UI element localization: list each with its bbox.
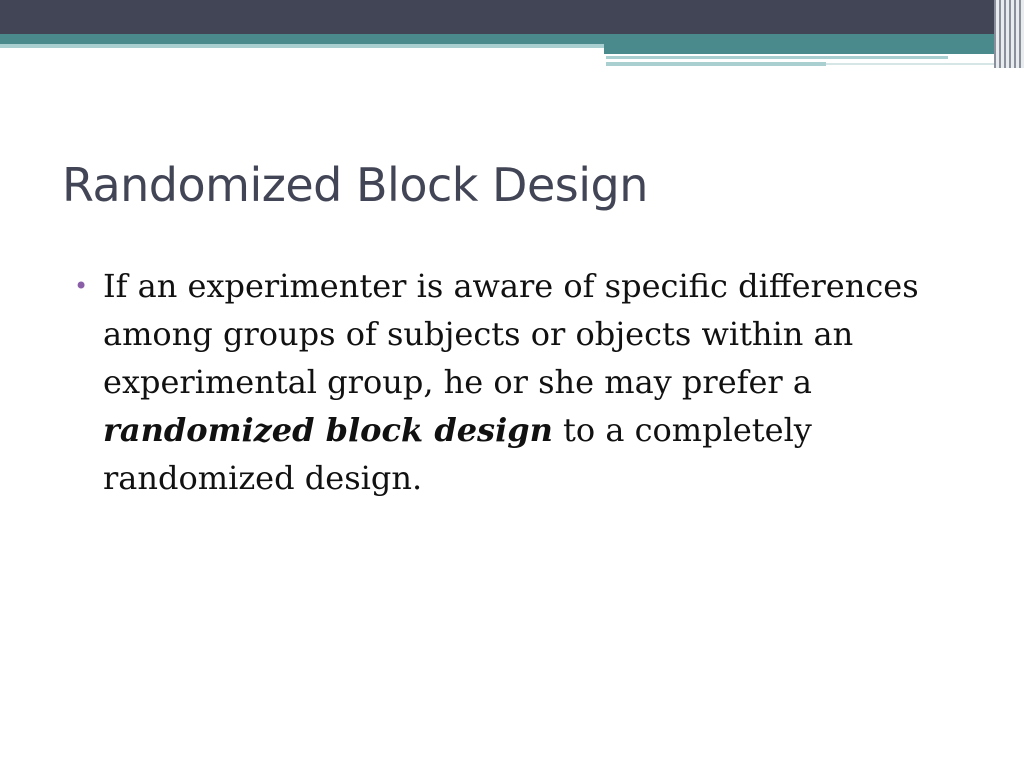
bullet-item bbox=[72, 262, 972, 502]
slide-title: Randomized Block Design bbox=[62, 158, 648, 212]
header-accent-line bbox=[606, 62, 826, 66]
bullet-text: If an experimenter is aware of specific differences among groups of subjects or objects within an experimental group, he or she may prefer a bbox=[103, 267, 919, 401]
bullet-list bbox=[72, 262, 972, 502]
header-accent-line bbox=[606, 56, 948, 59]
header-banner-step bbox=[604, 44, 1024, 54]
bullet-emphasis: randomized block design bbox=[103, 411, 553, 449]
header-banner-teal bbox=[0, 34, 1024, 44]
bullet-marker-icon: • bbox=[74, 272, 89, 300]
header-accent-line bbox=[826, 63, 996, 65]
header-stripes bbox=[994, 0, 1024, 68]
header-banner-dark bbox=[0, 0, 1024, 34]
bullet-text: to a completely randomized design. bbox=[103, 411, 812, 497]
